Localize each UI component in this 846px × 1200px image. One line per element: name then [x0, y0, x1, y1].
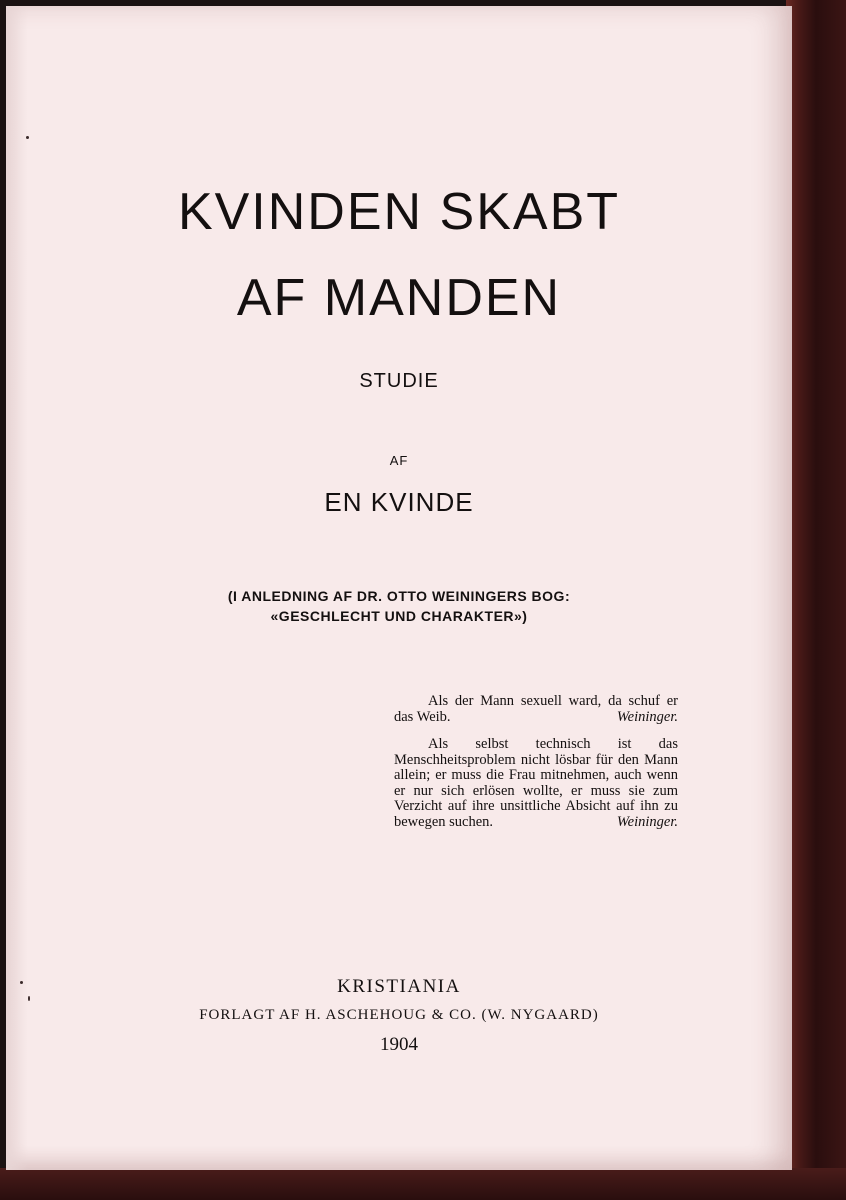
- imprint-place: KRISTIANIA: [337, 976, 461, 997]
- imprint-publisher: FORLAGT AF H. ASCHEHOUG & CO. (W. NYGAARD): [199, 1007, 599, 1023]
- epigraph-block: [394, 694, 678, 842]
- book-subtitle: STUDIE: [359, 370, 439, 392]
- book-title-line-1: KVINDEN SKABT: [177, 183, 621, 241]
- epigraph-2: [394, 737, 678, 830]
- epigraph-1-text: Als der Mann sexuell ward, da schuf er das Weib.: [394, 693, 678, 725]
- paper-speck: [26, 136, 29, 139]
- author-line: EN KVINDE: [324, 487, 474, 517]
- epigraph-2-text: Als selbst technisch ist das Menschheitsproblem nicht lösbar für den Mann allein; er muss die Frau mitnehmen, auch wenn er nur sich erlösen wollte, er muss sie zum Verzicht auf ihre unsittliche Absicht auf ihn zu bewegen suchen.: [394, 736, 678, 830]
- paper-speck: [28, 996, 30, 1001]
- paper-speck: [20, 981, 23, 984]
- book-binding-right: [786, 0, 846, 1200]
- imprint-year: 1904: [380, 1034, 418, 1055]
- epigraph-1-attribution: Weininger.: [616, 708, 678, 725]
- book-title-line-2: AF MANDEN: [236, 269, 562, 327]
- epigraph-1: [394, 694, 678, 725]
- by-word: AF: [389, 453, 409, 468]
- epigraph-2-attribution: Weininger.: [616, 813, 678, 830]
- title-page: [6, 6, 792, 1170]
- occasion-note-line-2: «GESCHLECHT UND CHARAKTER»): [270, 608, 528, 624]
- book-binding-bottom: [0, 1168, 846, 1200]
- occasion-note-line-1: (I ANLEDNING AF DR. OTTO WEININGERS BOG:: [227, 588, 571, 604]
